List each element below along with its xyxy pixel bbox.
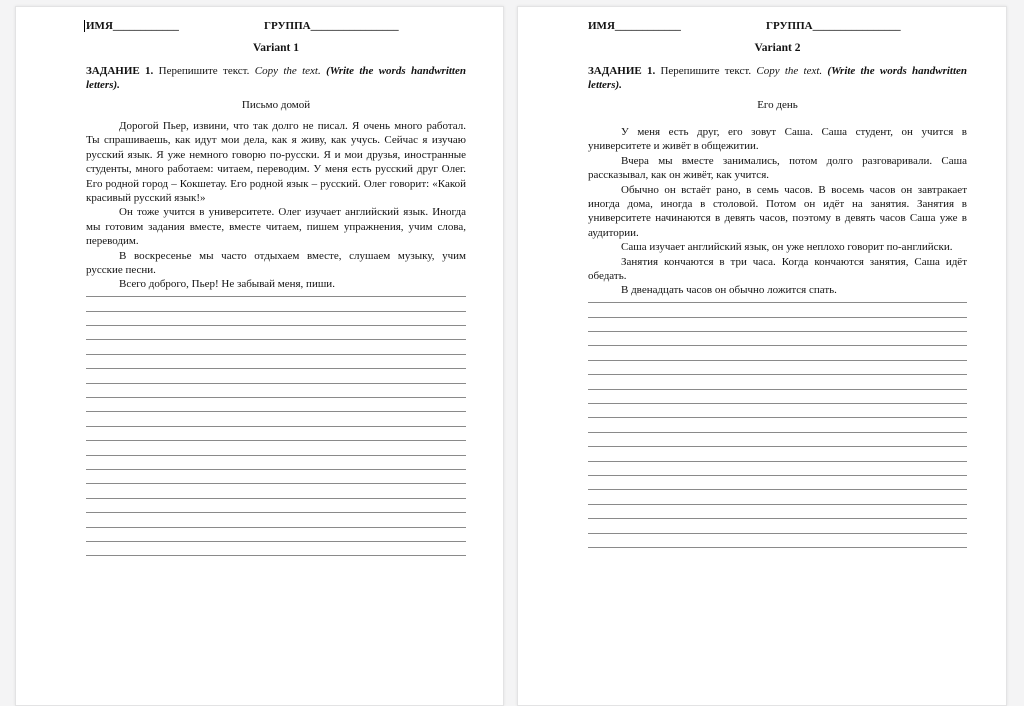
paragraph: Он тоже учится в университете. Олег изучает английский язык. Иногда мы готовим задания вместе, вместе читаем, пишем упражнения, учим слова, переводим. <box>86 206 466 248</box>
writing-line <box>86 528 466 542</box>
writing-line <box>588 418 967 432</box>
writing-line <box>588 505 967 519</box>
text-cursor <box>84 20 85 32</box>
task-number-label: ЗАДАНИЕ 1. <box>86 64 154 77</box>
writing-line <box>86 499 466 513</box>
writing-line <box>588 318 967 332</box>
writing-line <box>86 398 466 412</box>
text-body <box>588 125 967 298</box>
writing-line <box>588 476 967 490</box>
paragraph: В воскресенье мы часто отдыхаем вместе, слушаем музыку, учим русские песни. <box>86 249 466 277</box>
task-instruction-ru: Перепишите текст. <box>660 64 752 77</box>
text-title: Его день <box>757 98 798 111</box>
writing-line <box>588 361 967 375</box>
writing-line <box>86 355 466 369</box>
document-page-variant-2[interactable] <box>517 6 1007 706</box>
paragraph: В двенадцать часов он обычно ложится спать. <box>621 284 837 297</box>
writing-line <box>588 404 967 418</box>
writing-line <box>86 542 466 556</box>
writing-line <box>588 303 967 317</box>
writing-line <box>588 534 967 548</box>
writing-line <box>86 312 466 326</box>
task-instruction-note: (Write the words handwritten letters). <box>86 64 466 92</box>
paragraph: Вчера мы вместе занимались, потом долго разговаривали. Саша рассказывал, как он живёт, как учится. <box>588 154 967 182</box>
group-blank-line: ________________ <box>812 20 901 32</box>
paragraph: Саша изучает английский язык, он уже неплохо говорит по-английски. <box>621 241 953 254</box>
writing-line <box>588 375 967 389</box>
writing-line <box>86 441 466 455</box>
group-field-label: ГРУППА <box>264 20 311 32</box>
paragraph: Обычно он встаёт рано, в семь часов. В восемь часов он завтракает иногда дома, иногда в столовой. Потом он идёт на занятия. Занятия в университете начинаются в девять часов, поэтому в девять часов Саша уже в аудитории. <box>588 183 967 239</box>
name-blank-line: ____________ <box>614 20 681 32</box>
text-title: Письмо домой <box>241 98 311 111</box>
task-instruction <box>86 64 466 93</box>
writing-line <box>588 447 967 461</box>
variant-title: Variant 1 <box>253 42 299 55</box>
writing-line <box>86 384 466 398</box>
writing-line <box>86 470 466 484</box>
name-field-label: ИМЯ <box>86 20 113 32</box>
writing-lines <box>86 283 466 556</box>
task-instruction-en: Copy the text. <box>254 64 321 77</box>
writing-line <box>86 427 466 441</box>
writing-line <box>86 369 466 383</box>
group-blank-line: ________________ <box>310 20 399 32</box>
writing-line <box>588 519 967 533</box>
writing-line <box>86 484 466 498</box>
task-instruction-ru: Перепишите текст. <box>158 64 250 77</box>
writing-lines <box>588 289 967 548</box>
writing-line <box>86 326 466 340</box>
text-body <box>86 119 466 292</box>
writing-line <box>86 456 466 470</box>
writing-line <box>588 346 967 360</box>
task-instruction-note: (Write the words handwritten letters). <box>588 64 968 92</box>
writing-line <box>588 390 967 404</box>
paragraph: Дорогой Пьер, извини, что так долго не писал. Я очень много работал. Ты спрашиваешь, как идут мои дела, как я живу, как учусь. Сейчас я изучаю русский язык. Я уже немного говорю по-русски. Я и мои друзья, иностранные студенты, много работаем: читаем, переводим. У меня есть русский друг Олег. Его родной город – Кокшетау. Его родной язык – русский. Олег говорит: «Какой красивый русский язык!» <box>86 120 466 205</box>
task-instruction-en: Copy the text. <box>756 64 823 77</box>
paragraph: Занятия кончаются в три часа. Когда кончаются занятия, Саша идёт обедать. <box>588 255 967 283</box>
group-field-label: ГРУППА <box>766 20 813 32</box>
writing-line <box>86 412 466 426</box>
paragraph: У меня есть друг, его зовут Саша. Саша студент, он учится в университете и живёт в общежитии. <box>588 126 967 153</box>
writing-line <box>588 462 967 476</box>
writing-line <box>86 513 466 527</box>
writing-line <box>588 433 967 447</box>
name-field-label: ИМЯ <box>588 20 615 32</box>
document-page-variant-1[interactable] <box>15 6 504 706</box>
writing-line <box>86 340 466 354</box>
task-instruction <box>588 64 967 93</box>
paragraph: Всего доброго, Пьер! Не забывай меня, пиши. <box>119 278 335 291</box>
writing-line <box>86 297 466 311</box>
writing-line <box>588 332 967 346</box>
name-group-header <box>86 19 466 33</box>
name-blank-line: ____________ <box>112 20 179 32</box>
writing-line <box>588 490 967 504</box>
name-group-header <box>588 19 967 33</box>
variant-title: Variant 2 <box>754 42 801 55</box>
task-number-label: ЗАДАНИЕ 1. <box>588 64 656 77</box>
